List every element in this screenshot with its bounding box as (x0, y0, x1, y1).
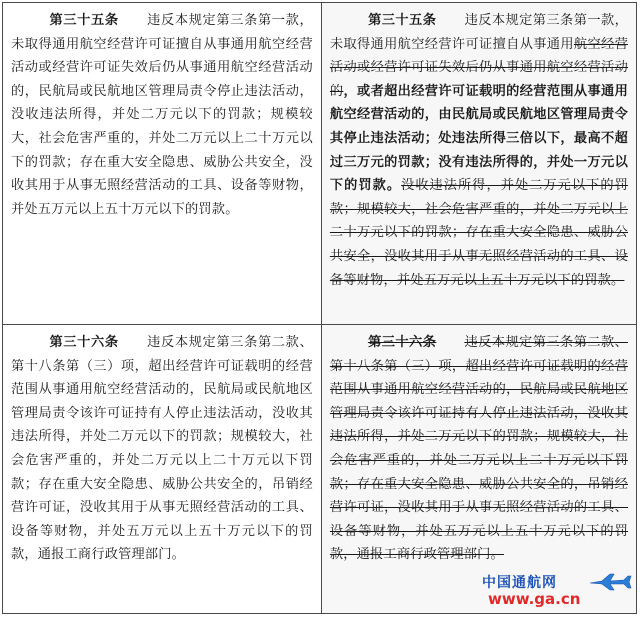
article-body: 违反本规定第三条第一款，未取得通用航空经营许可证擅自从事通用航空经营活动或经营许可证失效后仍从事通用航空经营活动的，民航局或民航地区管理局责令停止违法活动，没收违法所得，并处二万元以下的罚款；规模较大，社会危害严重的，并处二万元以上二十万元以下的罚款；存在重大安全隐患、威胁公共安全，没收其用于从事无照经营活动的工具、设备等财物，并处五万元以上五十万元以下的罚款。 (11, 13, 313, 217)
article-number: 第三十五条 (367, 13, 437, 28)
site-watermark (482, 572, 632, 610)
watermark-url: www.ga.cn (488, 590, 581, 608)
table-row-article-35 (3, 3, 637, 325)
original-text-cell (3, 3, 322, 325)
watermark-site-name: 中国通航网 (482, 575, 557, 591)
original-text-cell (3, 325, 322, 614)
retained-text: 违反本规定第三条第一款，未取得通用航空经营许可证擅自从事通用 (329, 13, 629, 52)
article-body: 违反本规定第三条第二款、第十八条第（三）项，超出经营许可证载明的经营范围从事通用航空经营活动的，民航局或民航地区管理局责令该许可证持有人停止违法活动，没收其违法所得，并处二万元以下的罚款；规模较大，社会危害严重的，并处二万元以上二十万元以下罚款；存在重大安全隐患、威胁公共安全的，吊销经营许可证，没收其用于从事无照经营活动的工具、设备等财物，并处五万元以上五十万元以下的罚款，通报工商行政管理部门。 (11, 335, 313, 563)
deleted-text: 没收违法所得，并处二万元以下的罚款；规模较大，社会危害严重的，并处二万元以上二十万元以下的罚款；存在重大安全隐患、威胁公共安全，没收其用于从事无照经营活动的工具、设备等财物，并处五万元以上五十万元以下的罚款。 (329, 178, 629, 288)
deleted-text: 违反本规定第三条第二款、第十八条第（三）项，超出经营许可证载明的经营范围从事通用航空经营活动的，民航局或民航地区管理局责令该许可证持有人停止违法活动，没收其违法所得，并处二万元以下的罚款；规模较大，社会危害严重的，并处二万元以上二十万元以下罚款；存在重大安全隐患、威胁公共安全的，吊销经营许可证，没收其用于从事无照经营活动的工具、设备等财物，并处五万元以上五十万元以下的罚款，通报工商行政管理部门。 (329, 335, 629, 563)
revised-text-cell (321, 325, 636, 614)
table-row-article-36 (3, 325, 637, 614)
article-number: 第三十六条 (367, 335, 437, 350)
revised-paragraph (330, 9, 628, 292)
deleted-text: 航空经营活动或经营许可证失效后仍从事通用航空经营活动的 (329, 36, 628, 99)
original-paragraph (11, 9, 313, 221)
added-text: 处违法所得三倍以下，最高不超过三万元的罚款；没有违法所得的，并处一万元以下的罚款。 (329, 130, 628, 194)
comparison-table (2, 2, 637, 614)
revised-text-cell (321, 3, 636, 325)
airplane-icon (588, 572, 632, 592)
article-number: 第三十五条 (49, 13, 119, 28)
added-text: ，或者超出经营许可证载明的经营范围从事通用航空经营活动的 (329, 83, 628, 123)
article-number: 第三十六条 (49, 335, 119, 350)
added-text: ，由民航局或民航地区管理局责令其停止违法活动； (329, 107, 628, 146)
original-paragraph (11, 331, 313, 567)
deleted-paragraph (330, 331, 628, 567)
